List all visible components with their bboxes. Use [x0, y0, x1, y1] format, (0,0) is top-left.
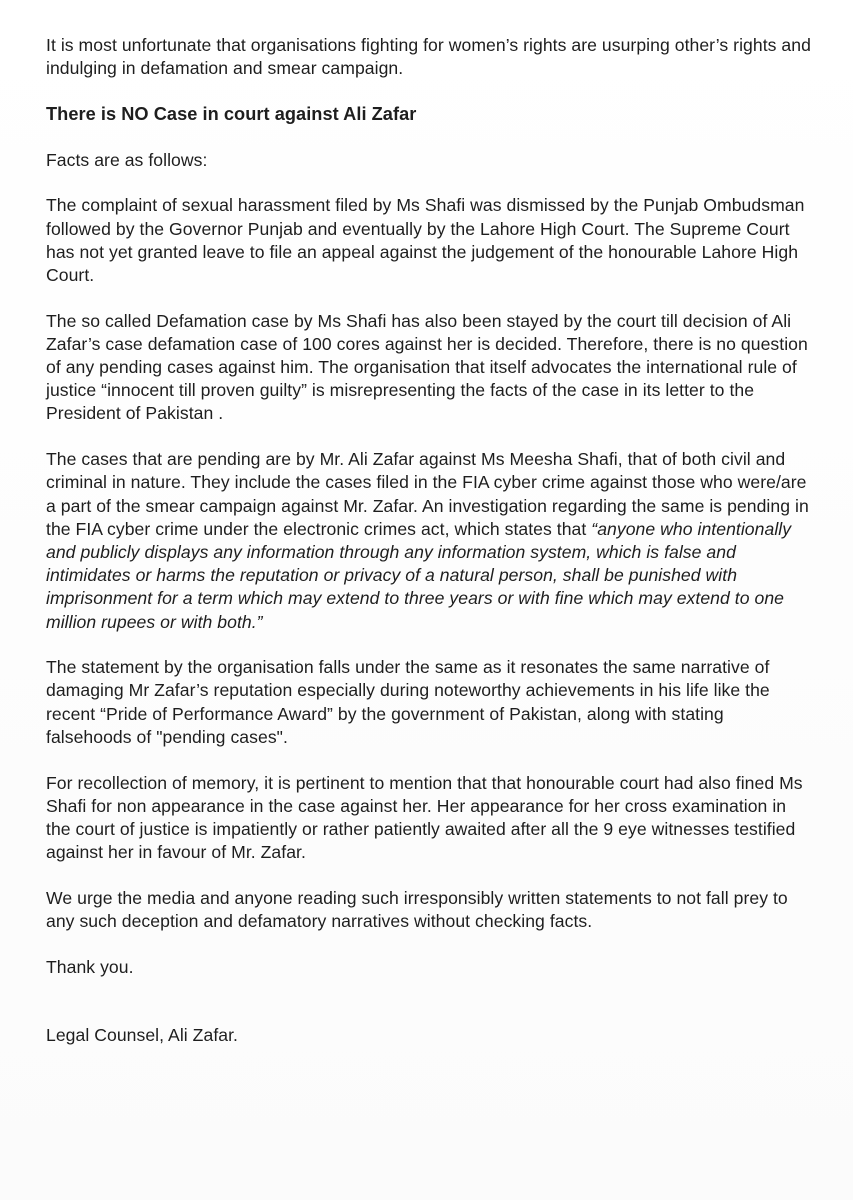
pending-cases-paragraph	[46, 448, 813, 634]
letter-heading: There is NO Case in court against Ali Zafar	[46, 103, 417, 124]
complaint-paragraph: The complaint of sexual harassment filed by Ms Shafi was dismissed by the Punjab Ombudsman followed by the Governor Punjab and eventually by the Lahore High Court. The Supreme Court has not yet granted leave to file an appeal against the judgement of the honourable Lahore High Court.	[46, 195, 805, 285]
thank-you-line: Thank you.	[46, 956, 134, 977]
facts-intro: Facts are as follows:	[46, 149, 208, 170]
recollection-paragraph: For recollection of memory, it is pertinent to mention that that honourable court had also fined Ms Shafi for non appearance in the case against her. Her appearance for her cross examination in the court of justice is impatiently or rather patiently awaited after all the 9 eye witnesses testified against her in favour of Mr. Zafar.	[46, 772, 803, 863]
intro-paragraph: It is most unfortunate that organisations fighting for women’s rights are usurping other’s rights and indulging in defamation and smear campaign.	[46, 35, 811, 79]
pending-cases-text: The cases that are pending are by Mr. Ali Zafar against Ms Meesha Shafi, that of both civil and criminal in nature. They include the cases filed in the FIA cyber crime against those who were/are a part of the smear campaign against Mr. Zafar. An investigation regarding the same is pending in the FIA cyber crime under the electronic crimes act, which states that	[46, 449, 809, 539]
defamation-paragraph: The so called Defamation case by Ms Shafi has also been stayed by the court till decision of Ali Zafar’s case defamation case of 100 cores against her is decided. Therefore, there is no question of any pending cases against him. The organisation that itself advocates the international rule of justice “innocent till proven guilty” is misrepresenting the facts of the case in its letter to the President of Pakistan .	[46, 310, 808, 424]
statement-paragraph: The statement by the organisation falls under the same as it resonates the same narrative of damaging Mr Zafar’s reputation especially during noteworthy achievements in his life like the recent “Pride of Performance Award” by the government of Pakistan, along with stating falsehoods of "pending cases".	[46, 657, 770, 747]
law-quote: “anyone who intentionally and publicly displays any information through any information system, which is false and intimidates or harms the reputation or privacy of a natural person, shall be punished with imprisonment for a term which may extend to three years or with fine which may extend to one million rupees or with both.”	[46, 518, 792, 632]
signature-line: Legal Counsel, Ali Zafar.	[46, 1025, 238, 1045]
urge-paragraph: We urge the media and anyone reading such irresponsibly written statements to not fall prey to any such deception and defamatory narratives without checking facts.	[46, 887, 788, 932]
